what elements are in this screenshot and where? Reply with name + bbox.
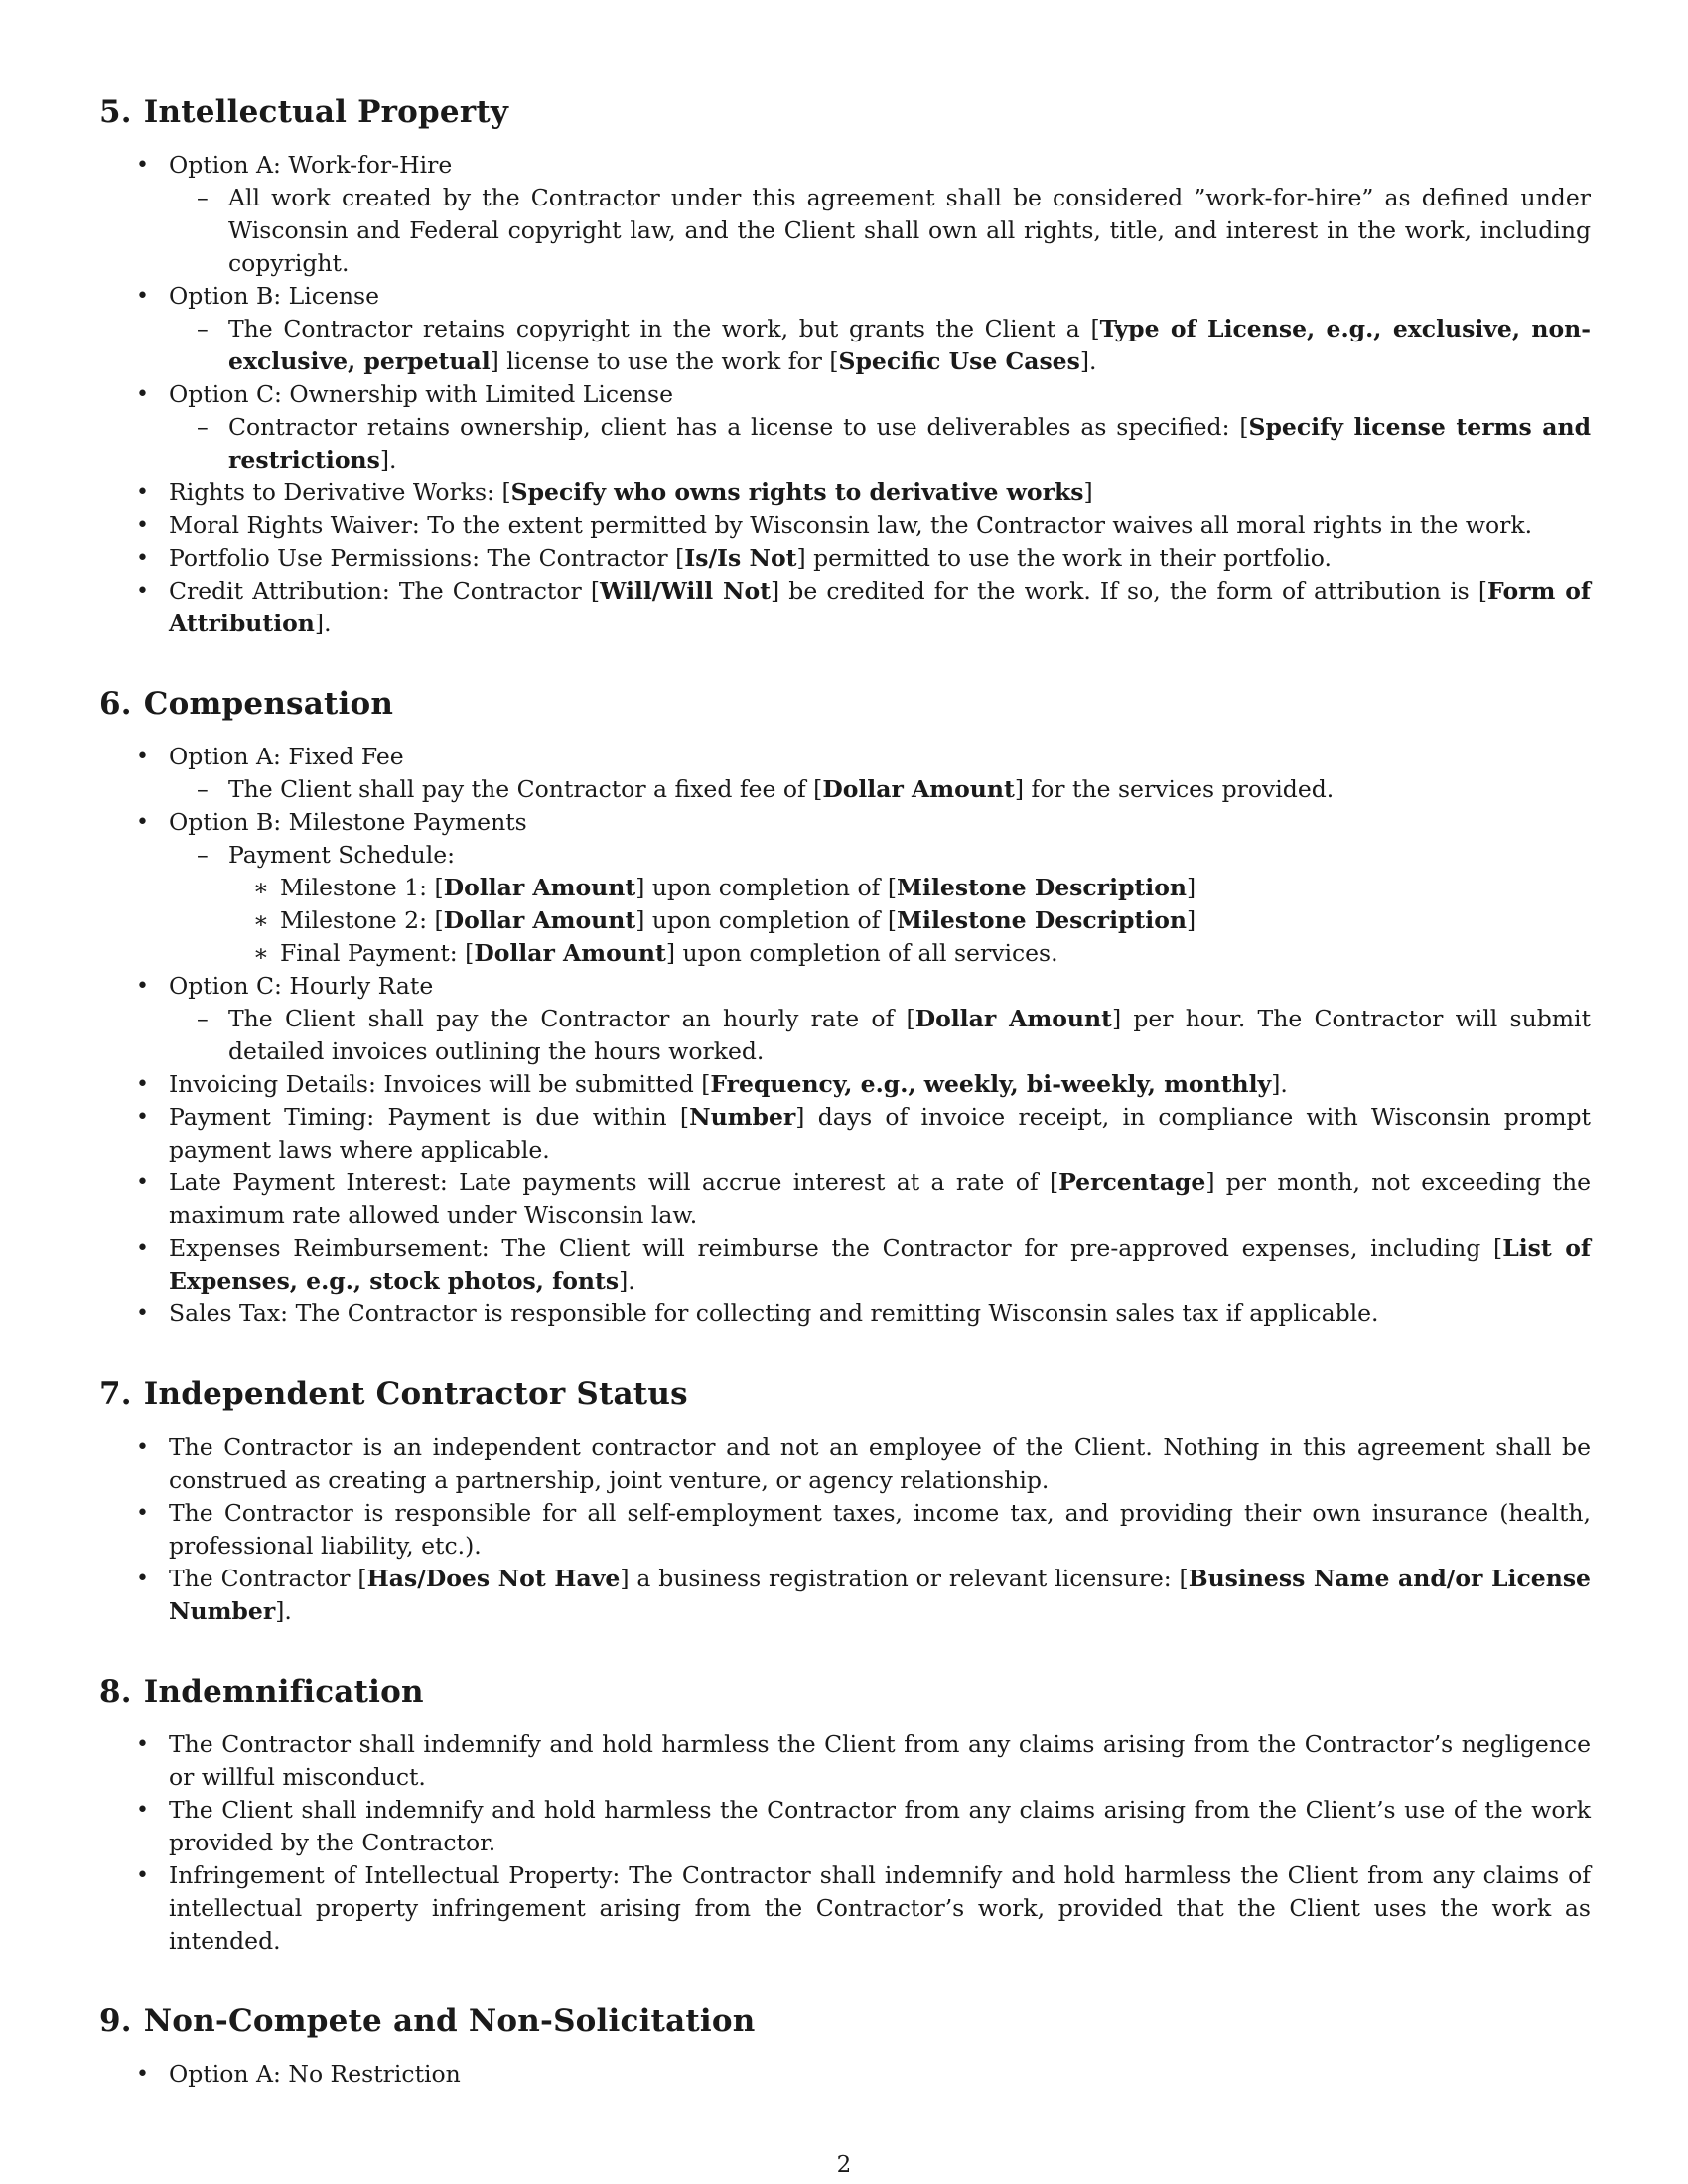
item-text xyxy=(169,380,673,408)
list-item xyxy=(99,542,1591,575)
dash-icon: – xyxy=(197,413,209,442)
item-text xyxy=(228,841,455,869)
bullet-icon: • xyxy=(136,513,149,539)
bullet-icon: • xyxy=(136,579,149,605)
section-number: 9. xyxy=(99,2002,132,2039)
bullet-icon: • xyxy=(136,153,149,179)
sub-list-item xyxy=(169,1003,1591,1068)
list-item xyxy=(99,378,1591,477)
list-item xyxy=(99,1068,1591,1101)
text-run: Invoicing Details: Invoices will be submitted [ xyxy=(169,1070,711,1099)
text-run: The Client shall indemnify and hold harmless the Contractor from any claims arising from the Client’s use of the work provided by the Contractor. xyxy=(169,1795,1591,1856)
text-run: Option A: Work-for-Hire xyxy=(169,151,453,180)
item-text xyxy=(169,2060,461,2088)
item-text xyxy=(228,1005,1591,1065)
list-item xyxy=(99,1497,1591,1563)
item-text xyxy=(169,1861,1591,1955)
sub-list xyxy=(169,1003,1591,1068)
section-heading xyxy=(99,686,1591,723)
text-run: Portfolio Use Permissions: The Contractor [ xyxy=(169,544,685,573)
placeholder-field: Is/Is Not xyxy=(684,544,797,573)
text-run: Milestone 2: [ xyxy=(280,906,444,935)
bullet-icon: • xyxy=(136,745,149,770)
item-text xyxy=(169,1168,1591,1229)
text-run: ] upon completion of [ xyxy=(635,874,898,902)
text-run: Milestone 1: [ xyxy=(280,874,444,902)
sub-sub-list xyxy=(228,872,1591,970)
bullet-list xyxy=(99,149,1591,640)
bullet-icon: • xyxy=(136,974,149,1000)
text-run: Credit Attribution: The Contractor [ xyxy=(169,577,601,606)
section-title: Compensation xyxy=(143,686,394,723)
item-text xyxy=(169,808,527,836)
section-heading xyxy=(99,2003,1591,2040)
item-text xyxy=(169,1499,1591,1560)
text-run: The Client shall pay the Contractor a fixed fee of [ xyxy=(228,775,823,804)
text-run: ] permitted to use the work in their portfolio. xyxy=(796,544,1332,573)
text-run: ]. xyxy=(379,446,397,475)
text-run: Option B: Milestone Payments xyxy=(169,808,527,837)
sub-list-item xyxy=(169,773,1591,806)
placeholder-field: Milestone Description xyxy=(897,906,1187,935)
text-run: ] xyxy=(1186,906,1196,935)
item-text xyxy=(280,939,1058,967)
bullet-icon: • xyxy=(136,1797,149,1823)
list-item xyxy=(99,477,1591,509)
list-item xyxy=(99,1166,1591,1232)
asterisk-icon: ∗ xyxy=(253,906,269,935)
bullet-list xyxy=(99,741,1591,1330)
bullet-icon: • xyxy=(136,1301,149,1327)
placeholder-field: Form of Attribution xyxy=(169,577,1591,638)
text-run: ] upon completion of all services. xyxy=(665,939,1058,968)
dash-icon: – xyxy=(197,1005,209,1033)
sub-sub-list-item xyxy=(228,937,1591,970)
section-title: Indemnification xyxy=(143,1673,424,1709)
dash-icon: – xyxy=(197,841,209,870)
section-number: 6. xyxy=(99,686,132,723)
placeholder-field: Will/Will Not xyxy=(600,577,771,606)
section-heading xyxy=(99,94,1591,131)
text-run: ] per hour. The Contractor will submit detailed invoices outlining the hours worked. xyxy=(228,1005,1592,1066)
bullet-icon: • xyxy=(136,2061,149,2087)
section-title: Independent Contractor Status xyxy=(143,1376,688,1413)
section xyxy=(99,2003,1591,2091)
text-run: ] per month, not exceeding the maximum rate allowed under Wisconsin law. xyxy=(169,1168,1591,1230)
text-run: Option A: Fixed Fee xyxy=(169,743,404,771)
list-item xyxy=(99,1101,1591,1166)
item-text xyxy=(228,315,1591,375)
list-item xyxy=(99,280,1591,378)
text-run: ]. xyxy=(619,1267,635,1296)
item-text xyxy=(228,775,1334,803)
text-run: Infringement of Intellectual Property: The Contractor shall indemnify and hold harmless the Client from any claims of intellectual property infringement arising from the Contractor’s work, provided that the Client uses the work as intended. xyxy=(169,1860,1591,1955)
bullet-icon: • xyxy=(136,546,149,572)
placeholder-field: List of Expenses, e.g., stock photos, fonts xyxy=(169,1234,1591,1296)
list-item xyxy=(99,2058,1591,2091)
placeholder-field: Has/Does Not Have xyxy=(366,1564,621,1592)
item-text xyxy=(228,413,1591,474)
text-run: ] for the services provided. xyxy=(1014,775,1335,804)
item-text xyxy=(169,478,1093,506)
item-text xyxy=(169,1070,1288,1098)
bullet-icon: • xyxy=(136,382,149,408)
asterisk-icon: ∗ xyxy=(253,874,269,902)
text-run: All work created by the Contractor under this agreement shall be considered ”work-for-hire” as defined under Wisconsin and Federal copyright law, and the Client shall own all rights, title, and interest in the work, including copyright. xyxy=(228,184,1591,278)
section-number: 7. xyxy=(99,1376,132,1413)
text-run: ]. xyxy=(275,1596,292,1625)
text-run: The Contractor [ xyxy=(169,1564,367,1592)
item-text xyxy=(169,1234,1591,1295)
placeholder-field: Type of License, e.g., exclusive, non-exclusive, perpetual xyxy=(228,315,1591,376)
bullet-icon: • xyxy=(136,480,149,506)
text-run: The Client shall pay the Contractor an hourly rate of [ xyxy=(228,1005,915,1033)
bullet-icon: • xyxy=(136,1434,149,1460)
item-text xyxy=(169,577,1591,637)
item-text xyxy=(169,1565,1591,1625)
item-text xyxy=(169,1730,1591,1791)
item-text xyxy=(169,511,1532,539)
text-run: ]. xyxy=(314,610,332,638)
sub-list xyxy=(169,839,1591,970)
list-item xyxy=(99,1859,1591,1958)
sub-list xyxy=(169,773,1591,806)
list-item xyxy=(99,1794,1591,1859)
document-page xyxy=(99,94,1591,2136)
text-run: ] be credited for the work. If so, the form of attribution is [ xyxy=(770,577,1488,606)
bullet-icon: • xyxy=(136,1566,149,1591)
bullet-icon: • xyxy=(136,810,149,836)
placeholder-field: Number xyxy=(689,1103,796,1132)
bullet-icon: • xyxy=(136,1072,149,1098)
section-heading xyxy=(99,1376,1591,1413)
text-run: ] xyxy=(1186,874,1196,902)
text-run: Late Payment Interest: Late payments will accrue interest at a rate of [ xyxy=(169,1168,1059,1197)
text-run: The Contractor is an independent contractor and not an employee of the Client. Nothing in this agreement shall be construed as creating a partnership, joint venture, or agency relationship. xyxy=(169,1433,1591,1494)
item-text xyxy=(169,743,404,770)
item-text xyxy=(169,972,433,1000)
section xyxy=(99,1674,1591,1958)
text-run: Option C: Hourly Rate xyxy=(169,972,434,1001)
list-item xyxy=(99,1563,1591,1628)
text-run: The Contractor retains copyright in the work, but grants the Client a [ xyxy=(228,315,1100,343)
sub-list xyxy=(169,411,1591,477)
asterisk-icon: ∗ xyxy=(253,939,269,968)
placeholder-field: Specify who owns rights to derivative works xyxy=(510,478,1084,507)
text-run: Option C: Ownership with Limited License xyxy=(169,380,674,409)
list-item xyxy=(99,1728,1591,1794)
item-text xyxy=(169,544,1332,572)
list-item xyxy=(99,741,1591,806)
section-title: Intellectual Property xyxy=(143,94,509,130)
bullet-icon: • xyxy=(136,1236,149,1262)
item-text xyxy=(169,1299,1379,1327)
list-item xyxy=(99,806,1591,970)
dash-icon: – xyxy=(197,775,209,804)
section-heading xyxy=(99,1674,1591,1710)
bullet-icon: • xyxy=(136,1731,149,1757)
text-run: ] license to use the work for [ xyxy=(490,347,839,376)
list-item xyxy=(99,575,1591,640)
sub-list-item xyxy=(169,411,1591,477)
section-title: Non-Compete and Non-Solicitation xyxy=(143,2002,756,2039)
bullet-icon: • xyxy=(136,1500,149,1526)
item-text xyxy=(228,184,1591,277)
text-run: The Contractor is responsible for all self-employment taxes, income tax, and providing their own insurance (health, professional liability, etc.). xyxy=(169,1498,1591,1560)
item-text xyxy=(169,1103,1591,1163)
dash-icon: – xyxy=(197,184,209,212)
sub-sub-list-item xyxy=(228,872,1591,904)
section xyxy=(99,1376,1591,1627)
placeholder-field: Specify license terms and restrictions xyxy=(228,413,1592,475)
placeholder-field: Percentage xyxy=(1058,1168,1206,1197)
text-run: Option A: No Restriction xyxy=(169,2059,461,2088)
text-run: Payment Timing: Payment is due within [ xyxy=(169,1103,690,1132)
placeholder-field: Dollar Amount xyxy=(443,874,636,902)
item-text xyxy=(280,874,1196,901)
placeholder-field: Dollar Amount xyxy=(822,775,1015,804)
text-run: ] days of invoice receipt, in compliance with Wisconsin prompt payment laws where applicable. xyxy=(169,1103,1591,1164)
item-text xyxy=(280,906,1196,934)
list-item xyxy=(99,1297,1591,1330)
text-run: Contractor retains ownership, client has a license to use deliverables as specified: [ xyxy=(228,413,1249,442)
section-number: 8. xyxy=(99,1673,132,1709)
bullet-icon: • xyxy=(136,1170,149,1196)
text-run: ] a business registration or relevant licensure: [ xyxy=(620,1564,1189,1592)
bullet-icon: • xyxy=(136,284,149,310)
list-item xyxy=(99,149,1591,280)
bullet-list xyxy=(99,1728,1591,1958)
text-run: Payment Schedule: xyxy=(228,841,456,870)
placeholder-field: Specific Use Cases xyxy=(838,347,1080,376)
bullet-list xyxy=(99,2058,1591,2091)
text-run: Final Payment: [ xyxy=(280,939,475,968)
bullet-icon: • xyxy=(136,1862,149,1888)
section-number: 5. xyxy=(99,94,132,130)
text-run: Rights to Derivative Works: [ xyxy=(169,478,511,507)
bullet-icon: • xyxy=(136,1105,149,1131)
sub-sub-list-item xyxy=(228,904,1591,937)
item-text xyxy=(169,1433,1591,1494)
item-text xyxy=(169,282,379,310)
placeholder-field: Dollar Amount xyxy=(914,1005,1112,1033)
list-item xyxy=(99,1232,1591,1297)
list-item xyxy=(99,509,1591,542)
placeholder-field: Frequency, e.g., weekly, bi-weekly, monthly xyxy=(710,1070,1272,1099)
list-item xyxy=(99,970,1591,1068)
bullet-list xyxy=(99,1432,1591,1628)
placeholder-field: Dollar Amount xyxy=(474,939,666,968)
section xyxy=(99,686,1591,1330)
text-run: ]. xyxy=(1079,347,1097,376)
sub-list xyxy=(169,182,1591,280)
sub-list xyxy=(169,313,1591,378)
dash-icon: – xyxy=(197,315,209,343)
text-run: Expenses Reimbursement: The Client will reimburse the Contractor for pre-approved expenses, including [ xyxy=(169,1234,1503,1263)
item-text xyxy=(169,151,452,179)
section xyxy=(99,94,1591,640)
sub-list-item xyxy=(169,313,1591,378)
item-text xyxy=(169,1796,1591,1856)
text-run: ] xyxy=(1083,478,1093,507)
page-number: 2 xyxy=(836,2152,852,2178)
text-run: Moral Rights Waiver: To the extent permitted by Wisconsin law, the Contractor waives all moral rights in the work. xyxy=(169,511,1533,540)
text-run: ]. xyxy=(1271,1070,1288,1099)
sub-list-item xyxy=(169,839,1591,970)
placeholder-field: Business Name and/or License Number xyxy=(169,1564,1591,1625)
sub-list-item xyxy=(169,182,1591,280)
placeholder-field: Milestone Description xyxy=(897,874,1187,902)
placeholder-field: Dollar Amount xyxy=(443,906,636,935)
text-run: ] upon completion of [ xyxy=(635,906,898,935)
list-item xyxy=(99,1432,1591,1497)
text-run: Option B: License xyxy=(169,282,379,311)
text-run: The Contractor shall indemnify and hold harmless the Client from any claims arising from the Contractor’s negligence or willful misconduct. xyxy=(169,1729,1591,1791)
text-run: Sales Tax: The Contractor is responsible for collecting and remitting Wisconsin sales tax if applicable. xyxy=(169,1299,1379,1328)
